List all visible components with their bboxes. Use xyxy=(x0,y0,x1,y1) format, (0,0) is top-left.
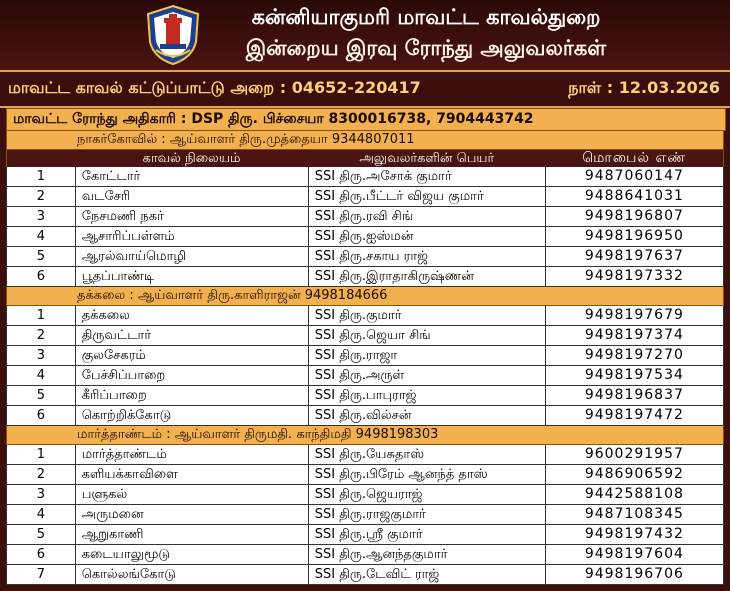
row-mobile: 9498197374 xyxy=(545,326,724,345)
row-station: பளுகல் xyxy=(75,485,308,504)
row-station: குலசேகரம் xyxy=(75,346,308,365)
row-mobile: 9498196807 xyxy=(545,207,724,226)
row-mobile: 9498197679 xyxy=(545,306,724,325)
row-station: கடையாலுமூடு xyxy=(75,545,308,564)
column-header-row xyxy=(6,150,724,167)
table-row xyxy=(6,207,724,227)
table-row xyxy=(6,445,724,465)
row-no: 4 xyxy=(6,227,75,246)
page-header xyxy=(0,0,730,70)
row-no: 7 xyxy=(6,565,75,584)
row-officer: SSI திரு.ஸ்ரீ குமார் xyxy=(308,525,545,544)
row-no: 6 xyxy=(6,267,75,286)
patrol-table xyxy=(6,131,724,585)
table-row xyxy=(6,465,724,485)
section-title: நாகர்கோவில் : ஆய்வாளர் திரு.முத்தையா 9344807011 xyxy=(77,132,415,147)
row-no: 3 xyxy=(6,207,75,226)
row-officer: SSI திரு.வில்சன் xyxy=(308,406,545,425)
row-no: 5 xyxy=(6,386,75,405)
row-station: கொல்லங்கோடு xyxy=(75,565,308,584)
row-mobile: 9498196706 xyxy=(545,565,724,584)
row-mobile: 9498197432 xyxy=(545,525,724,544)
row-officer: SSI திரு.சகாய ராஜ் xyxy=(308,247,545,266)
row-station: அருமனை xyxy=(75,505,308,524)
row-no: 2 xyxy=(6,187,75,206)
row-no: 2 xyxy=(6,326,75,345)
row-station: ஆசாரிப்பள்ளம் xyxy=(75,227,308,246)
table-row xyxy=(6,386,724,406)
row-mobile: 9498197472 xyxy=(545,406,724,425)
table-row xyxy=(6,485,724,505)
row-mobile: 9486906592 xyxy=(545,465,724,484)
row-station: பூதப்பாண்டி xyxy=(75,267,308,286)
table-row xyxy=(6,227,724,247)
table-row xyxy=(6,406,724,426)
row-station: மார்த்தாண்டம் xyxy=(75,445,308,464)
report-date: நாள் : 12.03.2026 xyxy=(568,78,720,97)
section-title: தக்கலை : ஆய்வாளர் திரு.காளிராஜன் 9498184666 xyxy=(77,288,388,303)
page-title: கன்னியாகுமரி மாவட்ட காவல்துறை xyxy=(251,5,601,29)
row-mobile: 9498197534 xyxy=(545,366,724,385)
district-officer-text: மாவட்ட ரோந்து அதிகாரி : DSP திரு. பிச்சையா 8300016738, 7904443742 xyxy=(13,111,534,127)
row-mobile: 9498197637 xyxy=(545,247,724,266)
row-no: 5 xyxy=(6,247,75,266)
section-title: மார்த்தாண்டம் : ஆய்வாளர் திருமதி. காந்திமதி 9498198303 xyxy=(77,427,439,442)
row-officer: SSI திரு.டேவிட் ராஜ் xyxy=(308,565,545,584)
district-officer-bar xyxy=(6,108,726,131)
table-row xyxy=(6,565,724,585)
row-station: களியக்காவிளை xyxy=(75,465,308,484)
table-row xyxy=(6,545,724,565)
row-mobile: 9600291957 xyxy=(545,445,724,464)
row-no: 2 xyxy=(6,465,75,484)
table-row xyxy=(6,326,724,346)
table-row xyxy=(6,306,724,326)
row-officer: SSI திரு.ஜெயராஜ் xyxy=(308,485,545,504)
row-station: கோட்டார் xyxy=(75,167,308,186)
table-row xyxy=(6,505,724,525)
row-officer: SSI திரு.குமார் xyxy=(308,306,545,325)
row-officer: SSI திரு.ராஜகுமார் xyxy=(308,505,545,524)
table-row xyxy=(6,366,724,386)
control-room-bar xyxy=(0,70,730,108)
row-mobile: 9498197332 xyxy=(545,267,724,286)
col-no-header xyxy=(7,150,75,167)
row-no: 4 xyxy=(6,366,75,385)
table-row xyxy=(6,267,724,287)
row-no: 1 xyxy=(6,167,75,186)
row-officer: SSI திரு.ஜெயா சிங் xyxy=(308,326,545,345)
row-officer: SSI திரு.அசோக் குமார் xyxy=(308,167,545,186)
row-no: 6 xyxy=(6,406,75,425)
table-row xyxy=(6,167,724,187)
row-officer: SSI திரு.அருள் xyxy=(308,366,545,385)
row-mobile: 9488641031 xyxy=(545,187,724,206)
row-station: திருவட்டார் xyxy=(75,326,308,345)
row-no: 5 xyxy=(6,525,75,544)
row-officer: SSI திரு.பீட்டர் விஜய குமார் xyxy=(308,187,545,206)
row-officer: SSI திரு.ஆனந்தகுமார் xyxy=(308,545,545,564)
section-header xyxy=(6,287,724,306)
row-station: பேச்சிப்பாறை xyxy=(75,366,308,385)
col-station-header: காவல் நிலையம் xyxy=(142,151,241,166)
row-station: ஆறுகாணி xyxy=(75,525,308,544)
row-officer: SSI திரு.பாபுராஜ் xyxy=(308,386,545,405)
section-header xyxy=(6,131,724,150)
row-mobile: 9498196837 xyxy=(545,386,724,405)
col-mobile-header: மொபைல் எண் xyxy=(582,150,687,166)
row-station: ஆரல்வாய்மொழி xyxy=(75,247,308,266)
row-no: 1 xyxy=(6,445,75,464)
row-officer: SSI திரு.யேசுதாஸ் xyxy=(308,445,545,464)
table-row xyxy=(6,247,724,267)
row-officer: SSI திரு.இராதாகிருஷ்ணன் xyxy=(308,267,545,286)
row-mobile: 9498196950 xyxy=(545,227,724,246)
page-subtitle: இன்றைய இரவு ரோந்து அலுவலர்கள் xyxy=(245,36,607,60)
row-mobile: 9498197270 xyxy=(545,346,724,365)
row-officer: SSI திரு.ராஜா xyxy=(308,346,545,365)
row-no: 3 xyxy=(6,485,75,504)
row-officer: SSI திரு.பிரேம் ஆனந்த் தாஸ் xyxy=(308,465,545,484)
row-mobile: 9487108345 xyxy=(545,505,724,524)
row-mobile: 9498197604 xyxy=(545,545,724,564)
row-mobile: 9487060147 xyxy=(545,167,724,186)
table-row xyxy=(6,525,724,545)
row-officer: SSI திரு.ரவி சிங் xyxy=(308,207,545,226)
table-row xyxy=(6,346,724,366)
police-emblem-icon xyxy=(144,4,202,66)
row-no: 1 xyxy=(6,306,75,325)
section-header xyxy=(6,426,724,445)
control-room-number: மாவட்ட காவல் கட்டுப்பாட்டு அறை : 04652-220417 xyxy=(8,78,421,97)
row-no: 3 xyxy=(6,346,75,365)
table-row xyxy=(6,187,724,207)
row-mobile: 9442588108 xyxy=(545,485,724,504)
row-station: கீரிப்பாறை xyxy=(75,386,308,405)
row-station: நேசமணி நகர் xyxy=(75,207,308,226)
col-officer-header: அலுவலர்களின் பெயர் xyxy=(359,151,495,166)
row-station: வடசேரி xyxy=(75,187,308,206)
row-station: தக்கலை xyxy=(75,306,308,325)
row-station: கொற்றிக்கோடு xyxy=(75,406,308,425)
row-officer: SSI திரு.ஐஸ்மன் xyxy=(308,227,545,246)
row-no: 6 xyxy=(6,545,75,564)
row-no: 4 xyxy=(6,505,75,524)
